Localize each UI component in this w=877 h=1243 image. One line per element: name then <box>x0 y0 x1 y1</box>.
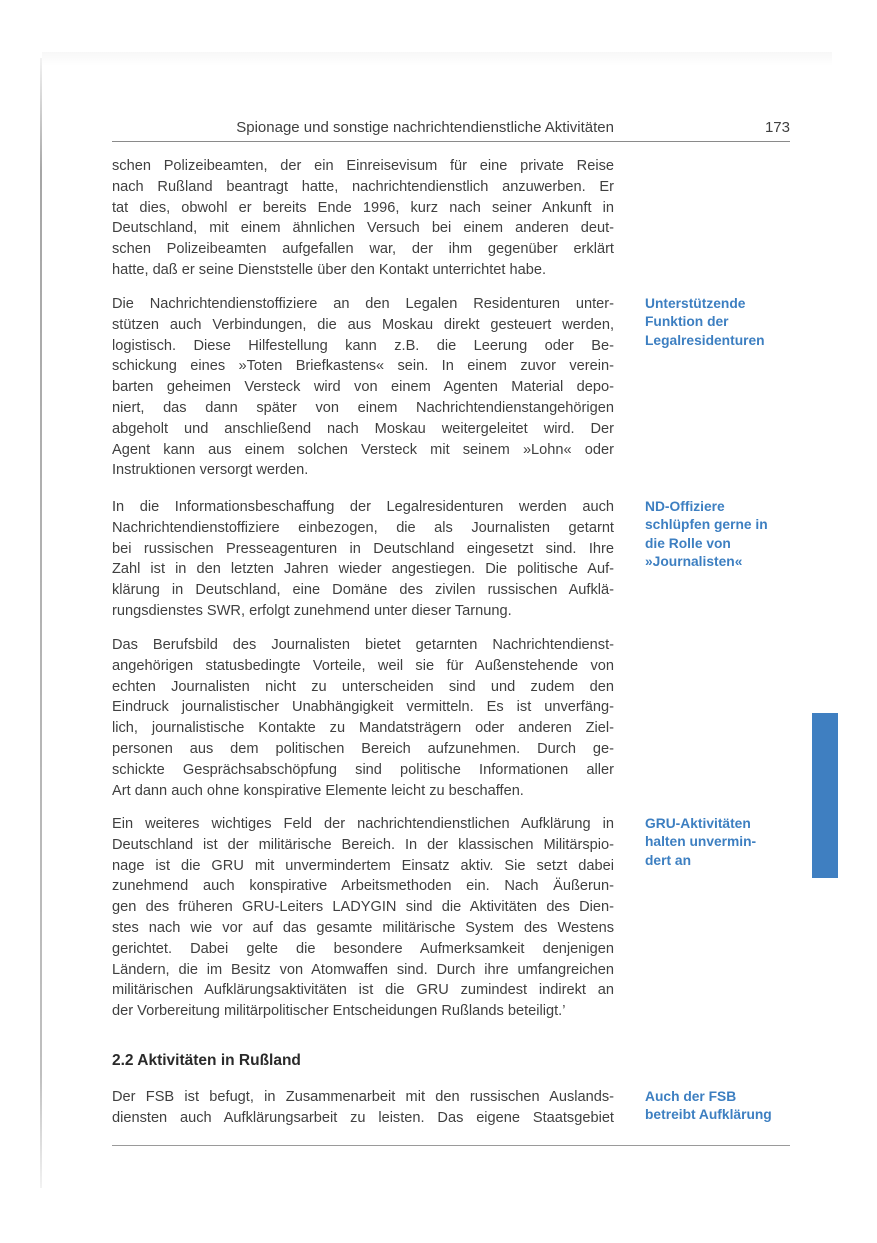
footer-rule <box>112 1145 790 1146</box>
page-scan-edge <box>40 58 42 1188</box>
text-line: Agent kann aus einem solchen Versteck mit seinem »Lohn« oder <box>112 441 614 458</box>
text-line: schen Polizeibeamten, der ein Einreisevisum für eine private Reise <box>112 158 614 174</box>
margin-note-legalresidenturen <box>645 295 795 350</box>
margin-note-gru <box>645 815 795 870</box>
text-line: Zahl ist in den letzten Jahren wieder angestiegen. Die politische Auf- <box>112 561 614 578</box>
margin-note-line: Unterstützende <box>645 296 746 311</box>
text-line: klärung in Deutschland, eine Domäne des zivilen russischen Aufklä- <box>112 582 614 599</box>
header-rule <box>112 141 790 142</box>
text-line: Art dann auch ohne konspirative Elemente leicht zu beschaffen. <box>112 782 524 799</box>
text-line: Eindruck journalistischer Unabhängigkeit vermitteln. Es ist unverfäng- <box>112 699 614 716</box>
text-line: personen aus dem politischen Bereich aufzunehmen. Durch ge- <box>112 740 614 757</box>
margin-note-line: ND-Offiziere <box>645 499 725 514</box>
text-line: Das Berufsbild des Journalisten bietet getarnten Nachrichtendienst- <box>112 637 614 653</box>
text-line: Deutschland ist der militärische Bereich. In der klassischen Militärspio- <box>112 836 614 853</box>
text-line: nach Rußland beantragt hatte, nachrichtendienstlich anzuwerben. Er <box>112 178 614 195</box>
section-heading: 2.2 Aktivitäten in Rußland <box>112 1052 301 1069</box>
margin-note-journalisten <box>645 498 795 571</box>
paragraph-2 <box>112 294 614 481</box>
margin-note-line: Auch der FSB <box>645 1089 737 1104</box>
text-line: tat dies, obwohl er bereits Ende 1996, kurz nach seiner Ankunft in <box>112 199 614 216</box>
text-line: schickung eines »Toten Briefkastens« sein. In einem zuvor verein- <box>112 358 614 375</box>
text-line: echten Journalisten nicht zu unterscheiden sind und zudem den <box>112 678 614 695</box>
margin-note-line: Legalresidenturen <box>645 332 765 348</box>
margin-note-line: »Journalisten« <box>645 553 743 569</box>
chapter-thumb-tab <box>812 713 838 878</box>
paragraph-4 <box>112 635 614 801</box>
text-line: Ein weiteres wichtiges Feld der nachrichtendienstlichen Aufklärung in <box>112 816 614 832</box>
text-line: abgeholt und anschließend nach Moskau weitergeleitet wird. Der <box>112 420 614 437</box>
text-line: Der FSB ist befugt, in Zusammenarbeit mit den russischen Auslands- <box>112 1089 614 1105</box>
margin-note-line: halten unvermin- <box>645 834 757 850</box>
text-line: Nachrichtendienstoffiziere einbezogen, die als Journalisten getarnt <box>112 519 614 536</box>
text-line: rungsdienstes SWR, erfolgt zunehmend unter dieser Tarnung. <box>112 602 512 619</box>
paragraph-6 <box>112 1087 614 1129</box>
margin-note-fsb <box>645 1088 795 1125</box>
text-line: nage ist die GRU mit unvermindertem Einsatz aktiv. Sie setzt dabei <box>112 857 614 874</box>
text-line: stes nach wie vor auf das gesamte militärische System des Westens <box>112 919 614 936</box>
paragraph-5 <box>112 814 614 1022</box>
text-line: barten geheimen Versteck wird von einem Agenten Material depo- <box>112 379 614 396</box>
margin-note-line: die Rolle von <box>645 535 731 551</box>
text-line: gen des früheren GRU-Leiters LADYGIN sind die Aktivitäten des Dien- <box>112 899 614 916</box>
margin-note-line: betreibt Aufklärung <box>645 1107 772 1123</box>
text-line: hatte, daß er seine Dienststelle über den Kontakt unterrichtet habe. <box>112 261 547 278</box>
text-line: logistisch. Diese Hilfestellung kann z.B. die Leerung oder Be- <box>112 337 614 354</box>
text-line: zunehmend auch konspirative Arbeitsmethoden ein. Nach Äußerun- <box>112 878 614 895</box>
text-line: angehörigen statusbedingte Vorteile, weil sie für Außenstehende von <box>112 657 614 674</box>
text-line: niert, das dann später von einem Nachrichtendienstangehörigen <box>112 399 614 416</box>
margin-note-line: GRU-Aktivitäten <box>645 816 751 831</box>
text-line: bei russischen Presseagenturen in Deutschland eingesetzt sind. Ihre <box>112 540 614 557</box>
text-line: Ländern, die im Besitz von Atomwaffen sind. Durch ihre umfangreichen <box>112 961 614 978</box>
text-line: Instruktionen versorgt werden. <box>112 462 309 479</box>
text-line: schickte Gesprächsabschöpfung sind politische Informationen aller <box>112 761 614 778</box>
running-header-title: Spionage und sonstige nachrichtendienstliche Aktivitäten <box>236 119 614 136</box>
paragraph-3 <box>112 497 614 622</box>
text-line: lich, journalistische Kontakte zu Mandatsträgern oder anderen Ziel- <box>112 720 614 737</box>
text-line: militärischen Aufklärungsaktivitäten ist die GRU zumindest indirekt an <box>112 982 614 999</box>
text-line: gerichtet. Dabei gelte die besondere Aufmerksamkeit denjenigen <box>112 940 614 957</box>
paragraph-1 <box>112 156 614 281</box>
text-line: stützen auch Verbindungen, die aus Moskau direkt gesteuert werden, <box>112 316 614 333</box>
text-line: Die Nachrichtendienstoffiziere an den Legalen Residenturen unter- <box>112 296 614 312</box>
text-line: schen Polizeibeamten aufgefallen war, der ihm gegenüber erklärt <box>112 241 614 258</box>
text-line: diensten auch Aufklärungsarbeit zu leisten. Das eigene Staatsgebiet <box>112 1109 614 1126</box>
margin-note-line: schlüpfen gerne in <box>645 517 768 533</box>
margin-note-line: Funktion der <box>645 314 729 330</box>
page-number: 173 <box>764 119 790 136</box>
margin-note-line: dert an <box>645 852 691 868</box>
text-line: der Vorbereitung militärpolitischer Entscheidungen Rußlands beteiligt.’ <box>112 1003 566 1020</box>
text-line: In die Informationsbeschaffung der Legalresidenturen werden auch <box>112 499 614 515</box>
text-line: Deutschland, mit einem ähnlichen Versuch bei einem anderen deut- <box>112 220 614 237</box>
page-scan-shadow <box>42 52 832 66</box>
